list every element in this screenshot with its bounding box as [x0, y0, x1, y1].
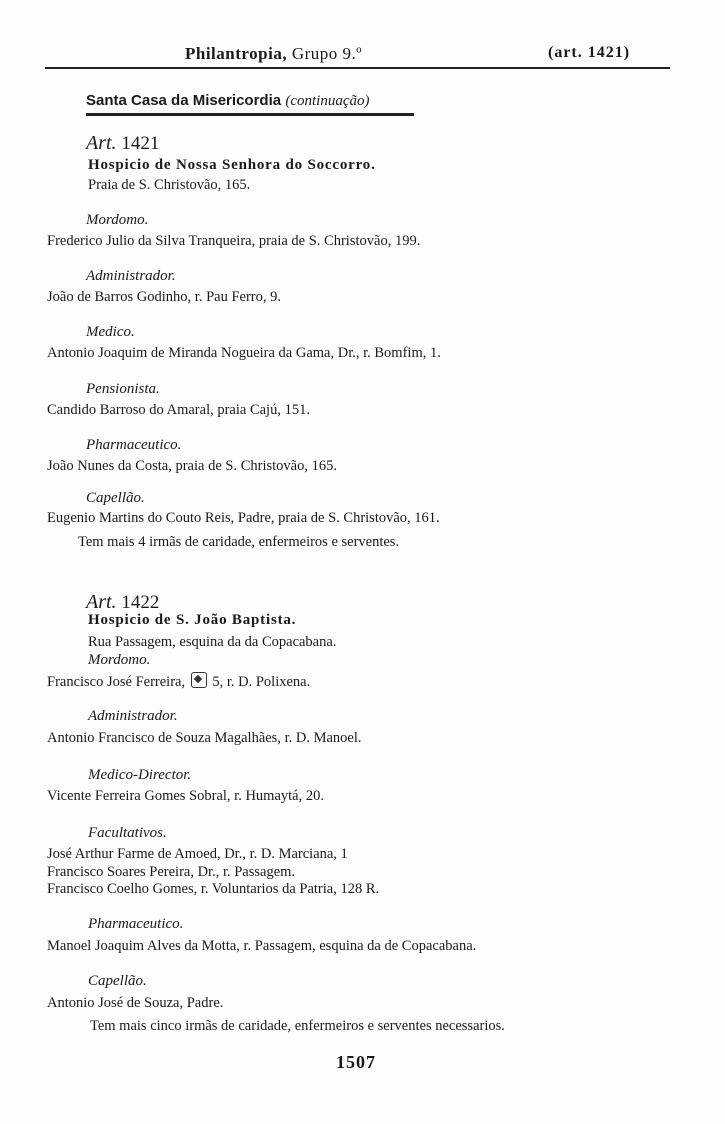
article-1422-heading	[86, 591, 159, 614]
section-rule	[86, 113, 414, 116]
facultativo-entry: Francisco Soares Pereira, Dr., r. Passagem.	[47, 864, 296, 880]
medico-director-role: Medico-Director.	[88, 767, 192, 783]
section-heading	[86, 90, 369, 110]
group-label: Grupo 9.º	[291, 44, 363, 63]
medico-director-entry: Vicente Ferreira Gomes Sobral, r. Humaytá, 20.	[47, 788, 324, 804]
mordomo-entry: Frederico Julio da Silva Tranqueira, praia de S. Christovão, 199.	[47, 233, 421, 249]
article-1421-note: Tem mais 4 irmãs de caridade, enfermeiros e serventes.	[78, 534, 400, 550]
mordomo-role: Mordomo.	[86, 212, 149, 228]
article-label: Art.	[86, 132, 117, 154]
article-number: 1422	[121, 592, 160, 613]
article-label: Art.	[86, 591, 117, 613]
mordomo-name: Francisco José Ferreira,	[47, 674, 186, 690]
order-insignia-icon	[191, 672, 207, 688]
capellao-role: Capellão.	[86, 490, 145, 506]
medico-role: Medico.	[86, 324, 135, 340]
header-rule	[45, 67, 670, 69]
article-1421-title: Hospicio de Nossa Senhora do Soccorro.	[88, 157, 376, 173]
section-title: Santa Casa da Misericordia	[86, 92, 282, 109]
running-header	[185, 44, 362, 64]
pharmaceutico-entry: Manoel Joaquim Alves da Motta, r. Passagem, esquina da de Copacabana.	[47, 938, 477, 954]
article-1422-address: Rua Passagem, esquina da da Copacabana.	[88, 634, 337, 650]
facultativos-role: Facultativos.	[88, 825, 167, 841]
capellao-role: Capellão.	[88, 973, 147, 989]
article-reference: (art. 1421)	[548, 44, 631, 61]
article-1422-note: Tem mais cinco irmãs de caridade, enfermeiros e serventes necessarios.	[90, 1018, 505, 1034]
mordomo-role: Mordomo.	[88, 652, 151, 668]
administrador-role: Administrador.	[88, 708, 178, 724]
page-number: 1507	[336, 1052, 376, 1072]
section-continuation: (continuação)	[285, 93, 370, 109]
administrador-role: Administrador.	[86, 268, 176, 284]
pharmaceutico-role: Pharmaceutico.	[86, 437, 182, 453]
capellao-entry: Eugenio Martins do Couto Reis, Padre, praia de S. Christovão, 161.	[47, 510, 440, 526]
article-1421-heading	[86, 132, 159, 155]
article-1422-title: Hospicio de S. João Baptista.	[88, 612, 297, 628]
pharmaceutico-entry: João Nunes da Costa, praia de S. Christovão, 165.	[47, 458, 337, 474]
medico-entry: Antonio Joaquim de Miranda Nogueira da Gama, Dr., r. Bomfim, 1.	[47, 345, 441, 361]
facultativo-entry: José Arthur Farme de Amoed, Dr., r. D. Marciana, 1	[47, 846, 348, 862]
mordomo-address: 5, r. D. Polixena.	[212, 674, 311, 690]
facultativo-entry: Francisco Coelho Gomes, r. Voluntarios da Patria, 128 R.	[47, 881, 380, 897]
capellao-entry: Antonio José de Souza, Padre.	[47, 995, 224, 1011]
pharmaceutico-role: Pharmaceutico.	[88, 916, 184, 932]
article-number: 1421	[121, 133, 160, 154]
administrador-entry: João de Barros Godinho, r. Pau Ferro, 9.	[47, 289, 281, 305]
administrador-entry: Antonio Francisco de Souza Magalhães, r. D. Manoel.	[47, 730, 362, 746]
pensionista-role: Pensionista.	[86, 381, 160, 397]
article-1421-address: Praia de S. Christovão, 165.	[88, 177, 251, 193]
running-title: Philantropia,	[185, 44, 288, 63]
pensionista-entry: Candido Barroso do Amaral, praia Cajú, 151.	[47, 402, 310, 418]
mordomo-entry	[47, 672, 310, 691]
